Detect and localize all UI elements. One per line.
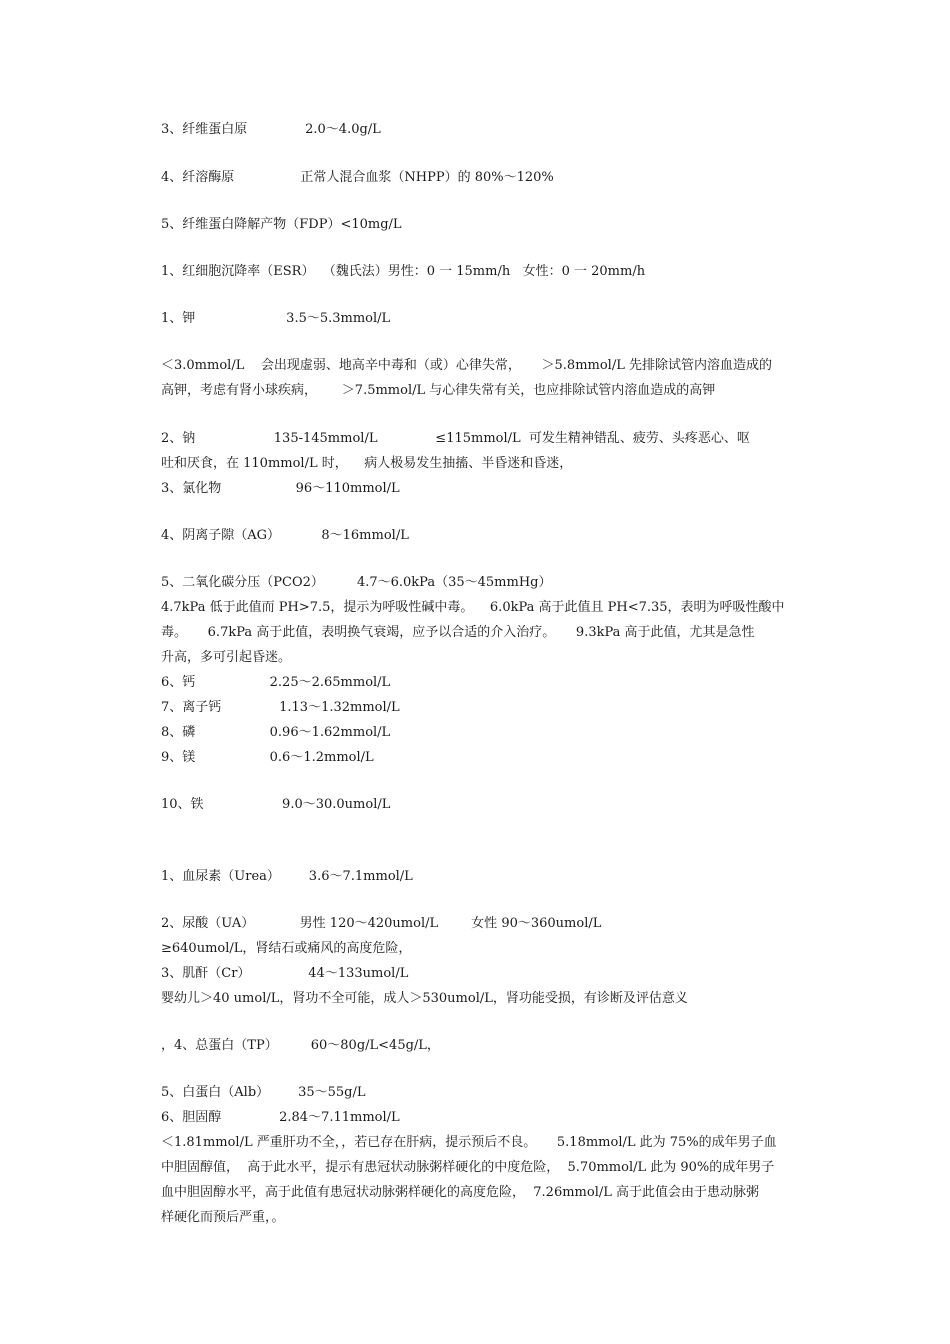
text-line: 1、红细胞沉降率（ESR） （魏氏法）男性：0 一 15mm/h 女性：0 一 20mm/h — [161, 264, 646, 279]
text-line: 中胆固醇值， 高于此水平，提示有患冠状动脉粥样硬化的中度危险， 5.70mmol/L 此为 90%的成年男子 — [161, 1160, 775, 1175]
text-line: 3、氯化物 96～110mmol/L — [161, 481, 400, 496]
text-line: ＜3.0mmol/L 会出现虚弱、地高辛中毒和（或）心律失常， ＞5.8mmol/L 先排除试管内溶血造成的 — [161, 358, 772, 373]
text-line: 毒。 6.7kPa 高于此值，表明换气衰竭，应予以合适的介入治疗。 9.3kPa 高于此值，尤其是急性 — [161, 625, 755, 640]
text-line: 高钾，考虑有肾小球疾病， ＞7.5mmol/L 与心律失常有关，也应排除试管内溶血造成的高钾 — [161, 383, 716, 398]
text-line: 血中胆固醇水平，高于此值有患冠状动脉粥样硬化的高度危险， 7.26mmol/L 高于此值会由于患动脉粥 — [161, 1185, 759, 1200]
text-line: ，4、总蛋白（TP） 60～80g/L<45g/L， — [161, 1038, 440, 1053]
text-line: 10、铁 9.0～30.0umol/L — [161, 797, 391, 812]
text-line: 8、磷 0.96～1.62mmol/L — [161, 725, 391, 740]
text-line: 5、纤维蛋白降解产物（FDP）<10mg/L — [161, 217, 402, 232]
text-line: 2、尿酸（UA） 男性 120～420umol/L 女性 90～360umol/L — [161, 916, 602, 931]
text-line: 吐和厌食，在 110mmol/L 时， 病人极易发生抽搐、半昏迷和昏迷， — [161, 456, 573, 471]
text-line: 3、纤维蛋白原 2.0～4.0g/L — [161, 122, 381, 137]
text-line: 4、纤溶酶原 正常人混合血浆（NHPP）的 80%～120% — [161, 170, 554, 185]
text-line: 6、胆固醇 2.84～7.11mmol/L — [161, 1110, 400, 1125]
text-line: 婴幼儿＞40 umol/L，肾功不全可能，成人＞530umol/L，肾功能受损，有诊断及评估意义 — [161, 991, 688, 1006]
text-line: 4、阴离子隙（AG） 8～16mmol/L — [161, 528, 409, 543]
text-line: 升高，多可引起昏迷。 — [161, 650, 292, 665]
text-line: 9、镁 0.6～1.2mmol/L — [161, 750, 374, 765]
text-line: 1、钾 3.5～5.3mmol/L — [161, 311, 391, 326]
text-line: 5、白蛋白（Alb） 35～55g/L — [161, 1085, 366, 1100]
text-line: 4.7kPa 低于此值而 PH>7.5，提示为呼吸性碱中毒。 6.0kPa 高于此值且 PH<7.35，表明为呼吸性酸中 — [161, 600, 785, 615]
text-line: 样硬化而预后严重，。 — [161, 1210, 285, 1225]
text-line: 1、血尿素（Urea） 3.6～7.1mmol/L — [161, 869, 413, 884]
text-line: ＜1.81mmol/L 严重肝功不全，，若已存在肝病，提示预后不良。 5.18mmol/L 此为 75%的成年男子血 — [161, 1135, 777, 1150]
text-line: 5、二氧化碳分压（PCO2） 4.7～6.0kPa（35～45mmHg） — [161, 575, 552, 590]
text-line: 2、钠 135-145mmol/L ≤115mmol/L 可发生精神错乱、疲劳、头疼恶心、呕 — [161, 431, 750, 446]
text-line: 6、钙 2.25～2.65mmol/L — [161, 675, 391, 690]
text-line: ≥640umol/L，肾结石或痛风的高度危险， — [161, 941, 412, 956]
text-line: 7、离子钙 1.13～1.32mmol/L — [161, 700, 400, 715]
text-line: 3、肌酐（Cr） 44～133umol/L — [161, 966, 409, 981]
